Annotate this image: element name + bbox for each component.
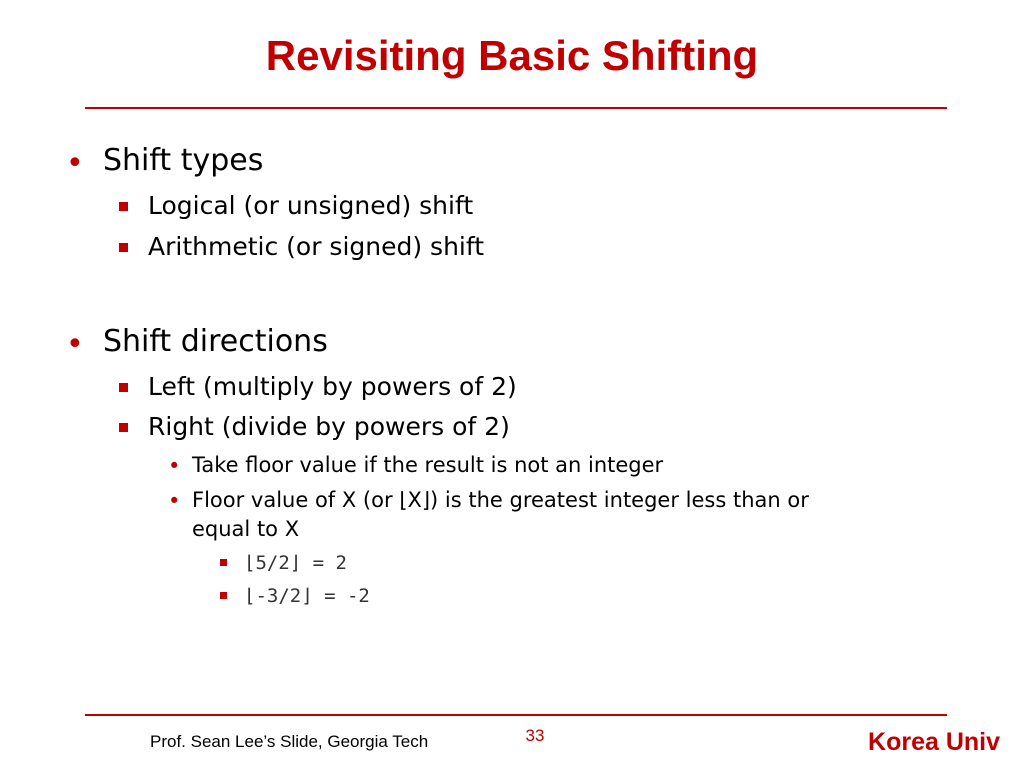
title-divider [85,107,947,109]
square-bullet-icon [119,383,128,392]
page-number: 33 [525,726,545,745]
list-item-logical-shift: Logical (or unsigned) shift [148,191,474,220]
list-item-floor-definition-continued: equal to X [192,517,300,541]
bullet-shift-directions: Shift directions [103,324,328,359]
footer-divider [85,714,947,716]
bullet-dot-icon: • [168,454,181,478]
square-bullet-icon [220,592,227,599]
list-item-floor-definition: Floor value of X (or ⌊X⌋) is the greatest integer less than or [192,488,809,512]
slide-title: Revisiting Basic Shifting [265,32,759,79]
example-floor-5-over-2: ⌊5/2⌋ = 2 [244,552,347,574]
example-floor-neg3-over-2: ⌊-3/2⌋ = -2 [244,585,370,607]
list-item-left-shift: Left (multiply by powers of 2) [148,372,517,401]
brand-label: Korea Univ [868,728,1000,756]
bullet-shift-types: Shift types [103,143,264,178]
square-bullet-icon [220,559,227,566]
list-item-arithmetic-shift: Arithmetic (or signed) shift [148,232,485,261]
bullet-dot-icon: • [66,327,84,362]
bullet-dot-icon: • [66,146,84,181]
square-bullet-icon [119,423,128,432]
square-bullet-icon [119,202,128,211]
square-bullet-icon [119,243,128,252]
list-item-right-shift: Right (divide by powers of 2) [148,412,510,441]
list-item-floor-rule: Take floor value if the result is not an integer [192,453,664,477]
bullet-dot-icon: • [168,489,181,513]
footer-credit: Prof. Sean Lee’s Slide, Georgia Tech [150,732,429,751]
